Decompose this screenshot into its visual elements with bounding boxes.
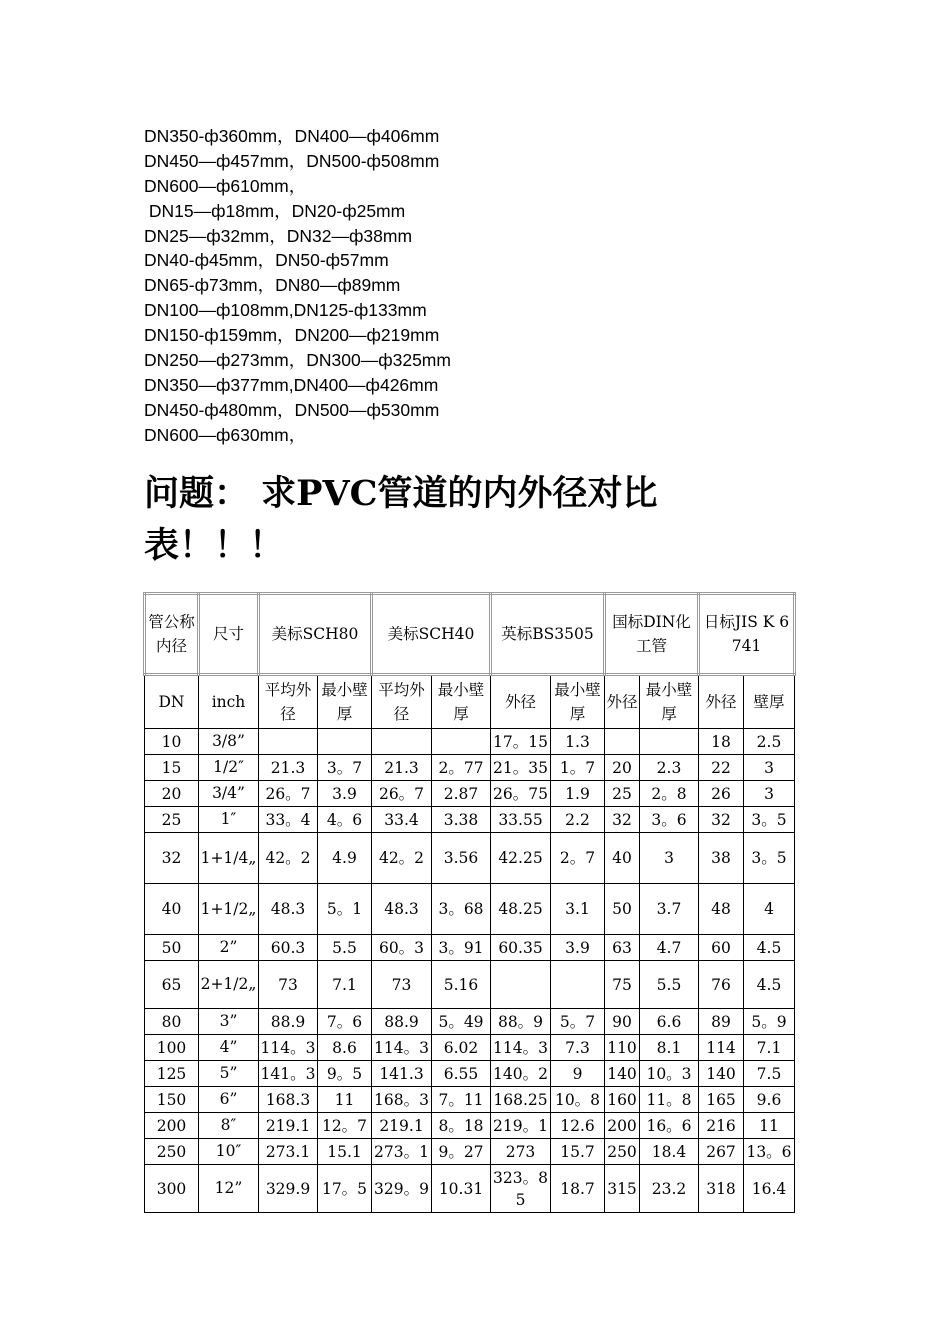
table-cell: 10.31 xyxy=(432,1165,491,1213)
table-cell: 13。6 xyxy=(744,1139,795,1165)
table-cell: 18.7 xyxy=(551,1165,605,1213)
group-header-cell: 尺寸 xyxy=(199,594,259,675)
table-cell: 38 xyxy=(699,833,744,884)
table-cell: 140。2 xyxy=(491,1061,551,1087)
table-cell: 90 xyxy=(605,1009,640,1035)
sub-header-cell: inch xyxy=(199,675,259,729)
table-cell: 150 xyxy=(145,1087,199,1113)
table-cell: 168.3 xyxy=(259,1087,318,1113)
table-cell: 250 xyxy=(145,1139,199,1165)
table-cell: 80 xyxy=(145,1009,199,1035)
table-cell: 5.5 xyxy=(318,935,372,961)
table-cell: 100 xyxy=(145,1035,199,1061)
table-cell: 11 xyxy=(318,1087,372,1113)
table-cell: 1.9 xyxy=(551,781,605,807)
table-cell: 42.25 xyxy=(491,833,551,884)
table-cell: 114 xyxy=(699,1035,744,1061)
table-cell: 6.55 xyxy=(432,1061,491,1087)
table-cell: 140 xyxy=(605,1061,640,1087)
table-cell xyxy=(551,961,605,1009)
table-cell: 9。27 xyxy=(432,1139,491,1165)
sub-header-cell: 平均外径 xyxy=(372,675,432,729)
table-cell: 73 xyxy=(259,961,318,1009)
table-cell: 20 xyxy=(605,755,640,781)
table-cell: 141。3 xyxy=(259,1061,318,1087)
table-cell xyxy=(432,729,491,755)
table-cell: 273.1 xyxy=(259,1139,318,1165)
table-cell: 3 xyxy=(744,781,795,807)
sub-header-cell: 外径 xyxy=(491,675,551,729)
table-row xyxy=(145,935,795,961)
table-cell: 60.3 xyxy=(259,935,318,961)
table-cell: 7.1 xyxy=(744,1035,795,1061)
table-cell: 273。1 xyxy=(372,1139,432,1165)
table-cell: 3。91 xyxy=(432,935,491,961)
table-cell: 2。7 xyxy=(551,833,605,884)
sub-header-cell: 最小壁厚 xyxy=(432,675,491,729)
table-cell: 5.5 xyxy=(640,961,699,1009)
table-cell: 216 xyxy=(699,1113,744,1139)
table-cell: 219.1 xyxy=(259,1113,318,1139)
table-cell: 323。85 xyxy=(491,1165,551,1213)
group-header-cell: 国标DIN化工管 xyxy=(605,594,699,675)
table-cell: 3.9 xyxy=(318,781,372,807)
table-cell: 48.3 xyxy=(259,884,318,935)
dn-line: DN250—ф273mm，DN300—ф325mm xyxy=(144,350,451,371)
table-cell: 3.7 xyxy=(640,884,699,935)
table-cell: 16。6 xyxy=(640,1113,699,1139)
table-cell: 114。3 xyxy=(259,1035,318,1061)
table-cell xyxy=(640,729,699,755)
table-cell: 315 xyxy=(605,1165,640,1213)
table-cell: 15 xyxy=(145,755,199,781)
table-cell: 5。7 xyxy=(551,1009,605,1035)
table-cell: 3。5 xyxy=(744,807,795,833)
table-cell: 114。3 xyxy=(491,1035,551,1061)
table-cell: 8.6 xyxy=(318,1035,372,1061)
table-row xyxy=(145,961,795,1009)
table-cell: 7。6 xyxy=(318,1009,372,1035)
table-cell: 6” xyxy=(199,1087,259,1113)
table-cell: 2.5 xyxy=(744,729,795,755)
table-row xyxy=(145,1009,795,1035)
table-cell: 273 xyxy=(491,1139,551,1165)
table-cell: 1。7 xyxy=(551,755,605,781)
table-cell: 3。5 xyxy=(744,833,795,884)
table-cell: 1″ xyxy=(199,807,259,833)
table-cell: 11 xyxy=(744,1113,795,1139)
table-row xyxy=(145,833,795,884)
table-cell: 10。8 xyxy=(551,1087,605,1113)
table-cell: 89 xyxy=(699,1009,744,1035)
table-cell: 48.3 xyxy=(372,884,432,935)
table-cell: 4” xyxy=(199,1035,259,1061)
sub-header-row xyxy=(145,675,795,729)
table-cell: 3” xyxy=(199,1009,259,1035)
group-header-cell: 美标SCH40 xyxy=(372,594,491,675)
table-cell: 33.55 xyxy=(491,807,551,833)
table-row xyxy=(145,1087,795,1113)
table-cell: 5。49 xyxy=(432,1009,491,1035)
table-cell: 9.6 xyxy=(744,1087,795,1113)
table-row xyxy=(145,781,795,807)
table-cell: 33.4 xyxy=(372,807,432,833)
dn-line: DN450—ф457mm，DN500-ф508mm xyxy=(144,150,440,171)
table-cell: 18.4 xyxy=(640,1139,699,1165)
table-cell: 7.3 xyxy=(551,1035,605,1061)
table-row xyxy=(145,755,795,781)
table-cell: 4.5 xyxy=(744,935,795,961)
table-row xyxy=(145,1061,795,1087)
table-cell: 40 xyxy=(145,884,199,935)
table-cell: 26 xyxy=(699,781,744,807)
question-heading: 问题： 求PVC管道的内外径对比表！！！ xyxy=(144,473,658,566)
table-cell: 26。75 xyxy=(491,781,551,807)
table-cell: 3.38 xyxy=(432,807,491,833)
table-cell: 9 xyxy=(551,1061,605,1087)
table-cell: 23.2 xyxy=(640,1165,699,1213)
dn-line: DN40-ф45mm，DN50-ф57mm xyxy=(144,250,389,271)
sub-header-cell: 最小壁厚 xyxy=(318,675,372,729)
table-cell: 20 xyxy=(145,781,199,807)
table-cell: 4.9 xyxy=(318,833,372,884)
table-cell: 300 xyxy=(145,1165,199,1213)
table-cell: 12。7 xyxy=(318,1113,372,1139)
table-cell: 140 xyxy=(699,1061,744,1087)
table-cell: 15.1 xyxy=(318,1139,372,1165)
sub-header-cell: 壁厚 xyxy=(744,675,795,729)
table-cell: 7.1 xyxy=(318,961,372,1009)
table-cell: 48 xyxy=(699,884,744,935)
dn-line: DN350—ф377mm,DN400—ф426mm xyxy=(144,374,439,395)
table-cell: 4 xyxy=(744,884,795,935)
table-cell: 3。7 xyxy=(318,755,372,781)
table-cell: 25 xyxy=(145,807,199,833)
table-cell: 16.4 xyxy=(744,1165,795,1213)
table-cell: 1/2″ xyxy=(199,755,259,781)
table-cell: 10″ xyxy=(199,1139,259,1165)
table-cell: 2。8 xyxy=(640,781,699,807)
table-row xyxy=(145,1035,795,1061)
table-cell: 6.02 xyxy=(432,1035,491,1061)
table-cell: 33。4 xyxy=(259,807,318,833)
table-cell: 32 xyxy=(605,807,640,833)
table-cell: 2.3 xyxy=(640,755,699,781)
table-cell: 88.9 xyxy=(259,1009,318,1035)
dn-line: DN600—ф610mm， xyxy=(144,175,307,196)
table-cell: 219。1 xyxy=(491,1113,551,1139)
table-cell: 21.3 xyxy=(372,755,432,781)
table-cell: 75 xyxy=(605,961,640,1009)
table-cell: 2.87 xyxy=(432,781,491,807)
table-row xyxy=(145,1165,795,1213)
table-cell: 2+1/2„ xyxy=(199,961,259,1009)
table-cell: 168.25 xyxy=(491,1087,551,1113)
table-cell: 42。2 xyxy=(259,833,318,884)
table-row xyxy=(145,807,795,833)
table-cell: 329.9 xyxy=(259,1165,318,1213)
table-cell: 60 xyxy=(699,935,744,961)
table-cell: 7.5 xyxy=(744,1061,795,1087)
table-cell: 9。5 xyxy=(318,1061,372,1087)
table-cell: 5。9 xyxy=(744,1009,795,1035)
table-row xyxy=(145,729,795,755)
table-cell: 165 xyxy=(699,1087,744,1113)
group-header-row xyxy=(145,594,795,675)
table-cell: 42。2 xyxy=(372,833,432,884)
table-cell: 3。6 xyxy=(640,807,699,833)
sub-header-cell: 外径 xyxy=(699,675,744,729)
table-cell: 40 xyxy=(605,833,640,884)
table-cell: 3.9 xyxy=(551,935,605,961)
table-cell: 5” xyxy=(199,1061,259,1087)
table-cell: 8.1 xyxy=(640,1035,699,1061)
table-cell: 17。5 xyxy=(318,1165,372,1213)
table-cell: 2” xyxy=(199,935,259,961)
sub-header-cell: DN xyxy=(145,675,199,729)
dn-line: DN350-ф360mm，DN400—ф406mm xyxy=(144,126,440,146)
table-cell: 26。7 xyxy=(372,781,432,807)
table-row xyxy=(145,1139,795,1165)
table-cell: 110 xyxy=(605,1035,640,1061)
table-cell: 12” xyxy=(199,1165,259,1213)
group-header-cell: 日标JIS K 6741 xyxy=(699,594,795,675)
dn-line: DN450-ф480mm，DN500—ф530mm xyxy=(144,399,440,420)
table-cell xyxy=(491,961,551,1009)
table-cell: 10 xyxy=(145,729,199,755)
table-cell: 6.6 xyxy=(640,1009,699,1035)
group-header-cell: 英标BS3505 xyxy=(491,594,605,675)
table-cell: 200 xyxy=(605,1113,640,1139)
table-row xyxy=(145,884,795,935)
table-cell: 200 xyxy=(145,1113,199,1139)
table-cell: 11。8 xyxy=(640,1087,699,1113)
table-cell: 3 xyxy=(744,755,795,781)
table-cell: 73 xyxy=(372,961,432,1009)
dn-size-list xyxy=(144,124,451,448)
table-cell xyxy=(372,729,432,755)
table-cell: 160 xyxy=(605,1087,640,1113)
group-header-cell: 美标SCH80 xyxy=(259,594,372,675)
table-cell: 50 xyxy=(605,884,640,935)
sub-header-cell: 最小壁厚 xyxy=(640,675,699,729)
sub-header-cell: 平均外径 xyxy=(259,675,318,729)
table-cell: 21.3 xyxy=(259,755,318,781)
table-cell: 168。3 xyxy=(372,1087,432,1113)
table-cell xyxy=(605,729,640,755)
table-cell: 7。11 xyxy=(432,1087,491,1113)
table-cell: 5。1 xyxy=(318,884,372,935)
table-cell: 21。35 xyxy=(491,755,551,781)
table-cell: 25 xyxy=(605,781,640,807)
table-cell: 4.7 xyxy=(640,935,699,961)
table-cell: 329。9 xyxy=(372,1165,432,1213)
table-cell: 1+1/2„ xyxy=(199,884,259,935)
table-cell: 8。18 xyxy=(432,1113,491,1139)
table-cell: 22 xyxy=(699,755,744,781)
table-cell: 50 xyxy=(145,935,199,961)
table-cell: 3。68 xyxy=(432,884,491,935)
table-cell: 2。77 xyxy=(432,755,491,781)
table-cell: 10。3 xyxy=(640,1061,699,1087)
table-cell: 18 xyxy=(699,729,744,755)
table-cell: 250 xyxy=(605,1139,640,1165)
table-cell: 5.16 xyxy=(432,961,491,1009)
table-cell: 3/8” xyxy=(199,729,259,755)
table-cell: 3.56 xyxy=(432,833,491,884)
dn-line: DN150-ф159mm，DN200—ф219mm xyxy=(144,325,440,346)
group-header-cell: 管公称内径 xyxy=(145,594,199,675)
table-cell xyxy=(318,729,372,755)
dn-line: DN65-ф73mm，DN80—ф89mm xyxy=(144,275,401,296)
table-cell: 219.1 xyxy=(372,1113,432,1139)
table-cell: 88.9 xyxy=(372,1009,432,1035)
table-cell: 32 xyxy=(699,807,744,833)
table-row xyxy=(145,1113,795,1139)
pipe-diameter-table xyxy=(143,592,796,1213)
table-cell: 15.7 xyxy=(551,1139,605,1165)
table-cell: 12.6 xyxy=(551,1113,605,1139)
table-cell: 3.1 xyxy=(551,884,605,935)
table-cell: 48.25 xyxy=(491,884,551,935)
dn-line: DN25—ф32mm，DN32—ф38mm xyxy=(144,225,413,246)
table-cell xyxy=(259,729,318,755)
table-cell: 1+1/4„ xyxy=(199,833,259,884)
table-cell: 17。15 xyxy=(491,729,551,755)
table-cell: 65 xyxy=(145,961,199,1009)
sub-header-cell: 最小壁厚 xyxy=(551,675,605,729)
table-cell: 267 xyxy=(699,1139,744,1165)
table-cell: 318 xyxy=(699,1165,744,1213)
table-cell: 88。9 xyxy=(491,1009,551,1035)
table-cell: 8″ xyxy=(199,1113,259,1139)
table-cell: 32 xyxy=(145,833,199,884)
table-cell: 3/4” xyxy=(199,781,259,807)
table-cell: 1.3 xyxy=(551,729,605,755)
table-cell: 26。7 xyxy=(259,781,318,807)
table-cell: 60.35 xyxy=(491,935,551,961)
table-cell: 2.2 xyxy=(551,807,605,833)
table-cell: 125 xyxy=(145,1061,199,1087)
table-cell: 4.5 xyxy=(744,961,795,1009)
dn-line: DN100—ф108mm,DN125-ф133mm xyxy=(144,300,427,321)
table-cell: 141.3 xyxy=(372,1061,432,1087)
table-cell: 60。3 xyxy=(372,935,432,961)
table-cell: 63 xyxy=(605,935,640,961)
dn-line: DN15—ф18mm，DN20-ф25mm xyxy=(144,200,406,221)
table-cell: 114。3 xyxy=(372,1035,432,1061)
dn-line: DN600—ф630mm， xyxy=(144,424,307,445)
sub-header-cell: 外径 xyxy=(605,675,640,729)
table-cell: 76 xyxy=(699,961,744,1009)
table-cell: 4。6 xyxy=(318,807,372,833)
table-cell: 3 xyxy=(640,833,699,884)
